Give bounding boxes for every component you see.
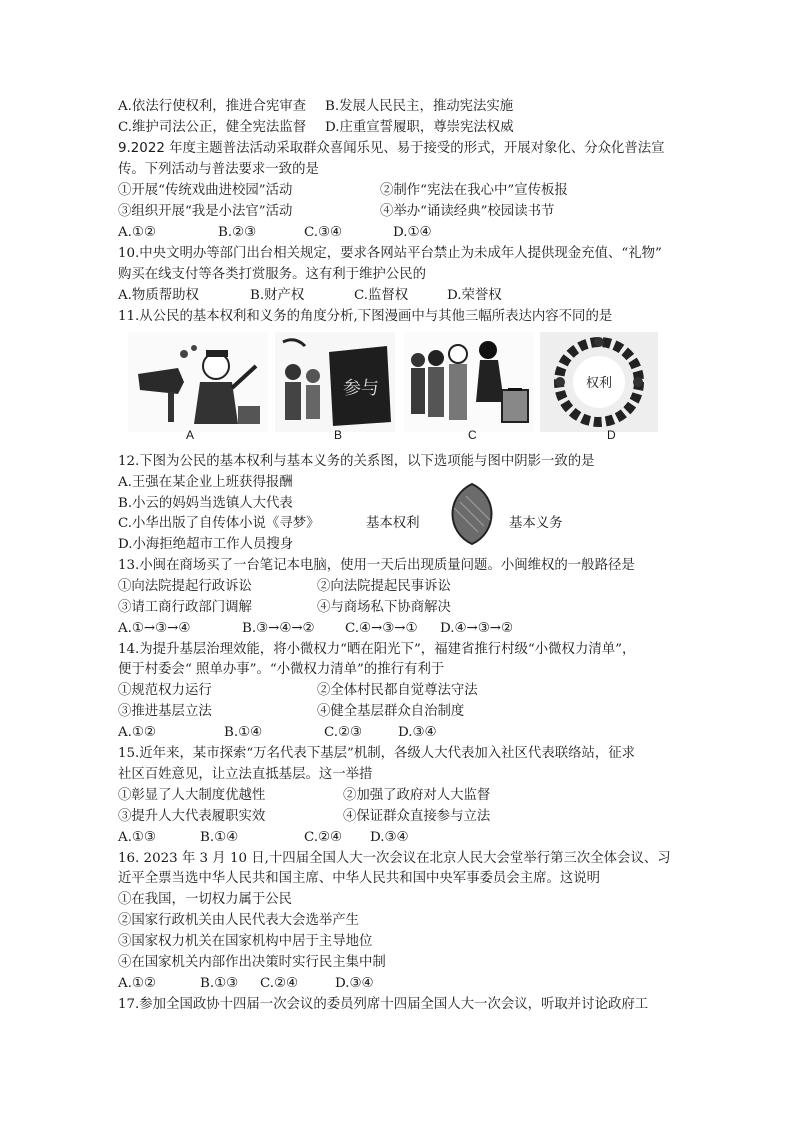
q15-item-1: ①彰显了人大制度优越性 [118,788,266,803]
q8-option-D: D.庄重宣誓履职，尊崇宪法权威 [325,120,514,135]
q13-item-3: ③请工商行政部门调解 [118,600,252,615]
q9-option-C: C.③④ [304,225,343,240]
q9-item-1: ①开展“传统戏曲进校园”活动 [118,183,293,198]
q8-option-A: A.依法行使权利，推进合宪审查 [118,99,307,114]
q10-option-B: B.财产权 [250,288,305,303]
cartoon-b-sign-text: 参与 [343,378,379,399]
q10-option-D: D.荣誉权 [447,288,502,303]
q14-option-C: C.②③ [324,725,363,740]
venn-diagram [440,482,504,546]
q9-stem-line1: 9.2022 年度主题普法活动采取群众喜闻乐见、易于接受的形式，开展对象化、分众化普法宣 [118,141,665,156]
q16-stem-line2: 近平全票当选中华人民共和国主席、中华人民共和国中央军事委员会主席。这说明 [118,871,601,886]
q14-option-D: D.③④ [398,725,437,740]
q15-option-A: A.①③ [118,830,156,845]
q16-item-3: ③国家权力机关在国家机构中居于主导地位 [118,934,373,949]
q10-stem-line2: 购买在线支付等各类打赏服务。这有利于维护公民的 [118,267,426,282]
q16-option-C: C.②④ [260,976,299,991]
q12-option-C: C.小华出版了自传体小说《寻梦》 [118,516,320,531]
q16-option-A: A.①② [118,976,156,991]
q10-stem-line1: 10.中央文明办等部门出台相关规定，要求各网站平台禁止为未成年人提供现金充值、“礼物” [118,246,662,261]
q9-item-4: ④举办“诵读经典”校园读书节 [380,204,555,219]
q14-item-4: ④健全基层群众自治制度 [317,704,465,719]
q15-option-D: D.③④ [370,830,409,845]
q14-option-B: B.①④ [224,725,263,740]
q9-stem-line2: 传。下列活动与普法要求一致的是 [118,162,319,177]
q10-option-C: C.监督权 [354,288,409,303]
q11-stem: 11.从公民的基本权利和义务的角度分析,下图漫画中与其他三幅所表达内容不同的是 [118,309,613,324]
q16-item-4: ④在国家机关内部作出决策时实行民主集中制 [118,955,386,970]
q14-option-A: A.①② [118,725,156,740]
cartoon-a [128,332,268,432]
cartoon-b-label: B [334,428,343,442]
q13-option-B: B.③→④→② [242,621,315,636]
q9-item-3: ③组织开展“我是小法官”活动 [118,204,293,219]
q12-stem: 12.下图为公民的基本权利与基本义务的关系图，以下选项能与图中阴影一致的是 [118,454,595,469]
q13-stem: 13.小闽在商场买了一台笔记本电脑，使用一天后出现质量问题。小闽维权的一般路径是 [118,558,635,573]
q14-stem-line1: 14.为提升基层治理效能，将小微权力“晒在阳光下”，福建省推行村级“小微权力清单”， [118,642,636,657]
q15-stem-line2: 社区百姓意见，让立法直抵基层。这一举措 [118,767,373,782]
q14-item-1: ①规范权力运行 [118,683,212,698]
q15-item-2: ②加强了政府对人大监督 [343,788,491,803]
cartoon-c [404,332,534,432]
q16-option-B: B.①③ [200,976,239,991]
q16-item-2: ②国家行政机关由人民代表大会选举产生 [118,913,360,928]
q15-item-3: ③提升人大代表履职实效 [118,809,266,824]
q14-item-3: ③推进基层立法 [118,704,212,719]
q13-option-C: C.④→③→① [345,621,418,636]
cartoon-b [275,332,395,432]
cartoon-d-center-text: 权利 [585,376,613,391]
q9-option-B: B.②③ [218,225,257,240]
q9-option-A: A.①② [118,225,156,240]
q14-stem-line2: 便于村委会“ 照单办事”。“小微权力清单”的推行有利于 [118,662,445,677]
q8-option-B: B.发展人民民主，推动宪法实施 [325,99,514,114]
q13-item-1: ①向法院提起行政诉讼 [118,579,252,594]
q14-item-2: ②全体村民都自觉尊法守法 [317,683,478,698]
q15-stem-line1: 15.近年来，某市探索“万名代表下基层”机制，各级人大代表加入社区代表联络站，征求 [118,746,636,761]
q15-item-4: ④保证群众直接参与立法 [343,809,491,824]
q16-stem-line1: 16. 2023 年 3 月 10 日,十四届全国人大一次会议在北京人民大会堂举行第三次全体会议、习 [118,851,671,866]
q12-option-B: B.小云的妈妈当选镇人大代表 [118,496,293,511]
q8-option-C: C.维护司法公正，健全宪法监督 [118,120,307,135]
q13-item-4: ④与商场私下协商解决 [317,600,451,615]
q17-stem-line1: 17.参加全国政协十四届一次会议的委员列席十四届全国人大一次会议，听取并讨论政府工 [118,997,649,1012]
venn-left-label: 基本权利 [366,516,420,531]
q10-option-A: A.物质帮助权 [118,288,199,303]
q12-option-D: D.小海拒绝超市工作人员搜身 [118,537,294,552]
venn-right-label: 基本义务 [509,516,563,531]
q16-item-1: ①在我国，一切权力属于公民 [118,892,293,907]
cartoon-d [540,332,658,432]
cartoon-d-label: D [607,428,616,442]
q13-option-D: D.④→③→② [440,621,513,636]
q12-option-A: A.王强在某企业上班获得报酬 [118,475,293,490]
q9-option-D: D.①④ [393,225,432,240]
q9-item-2: ②制作“宪法在我心中”宣传板报 [380,183,568,198]
q13-option-A: A.①→③→④ [118,621,191,636]
q15-option-B: B.①④ [200,830,239,845]
cartoon-c-label: C [468,428,477,442]
cartoon-a-label: A [186,428,195,442]
q13-item-2: ②向法院提起民事诉讼 [317,579,451,594]
q16-option-D: D.③④ [335,976,374,991]
q15-option-C: C.②④ [304,830,343,845]
